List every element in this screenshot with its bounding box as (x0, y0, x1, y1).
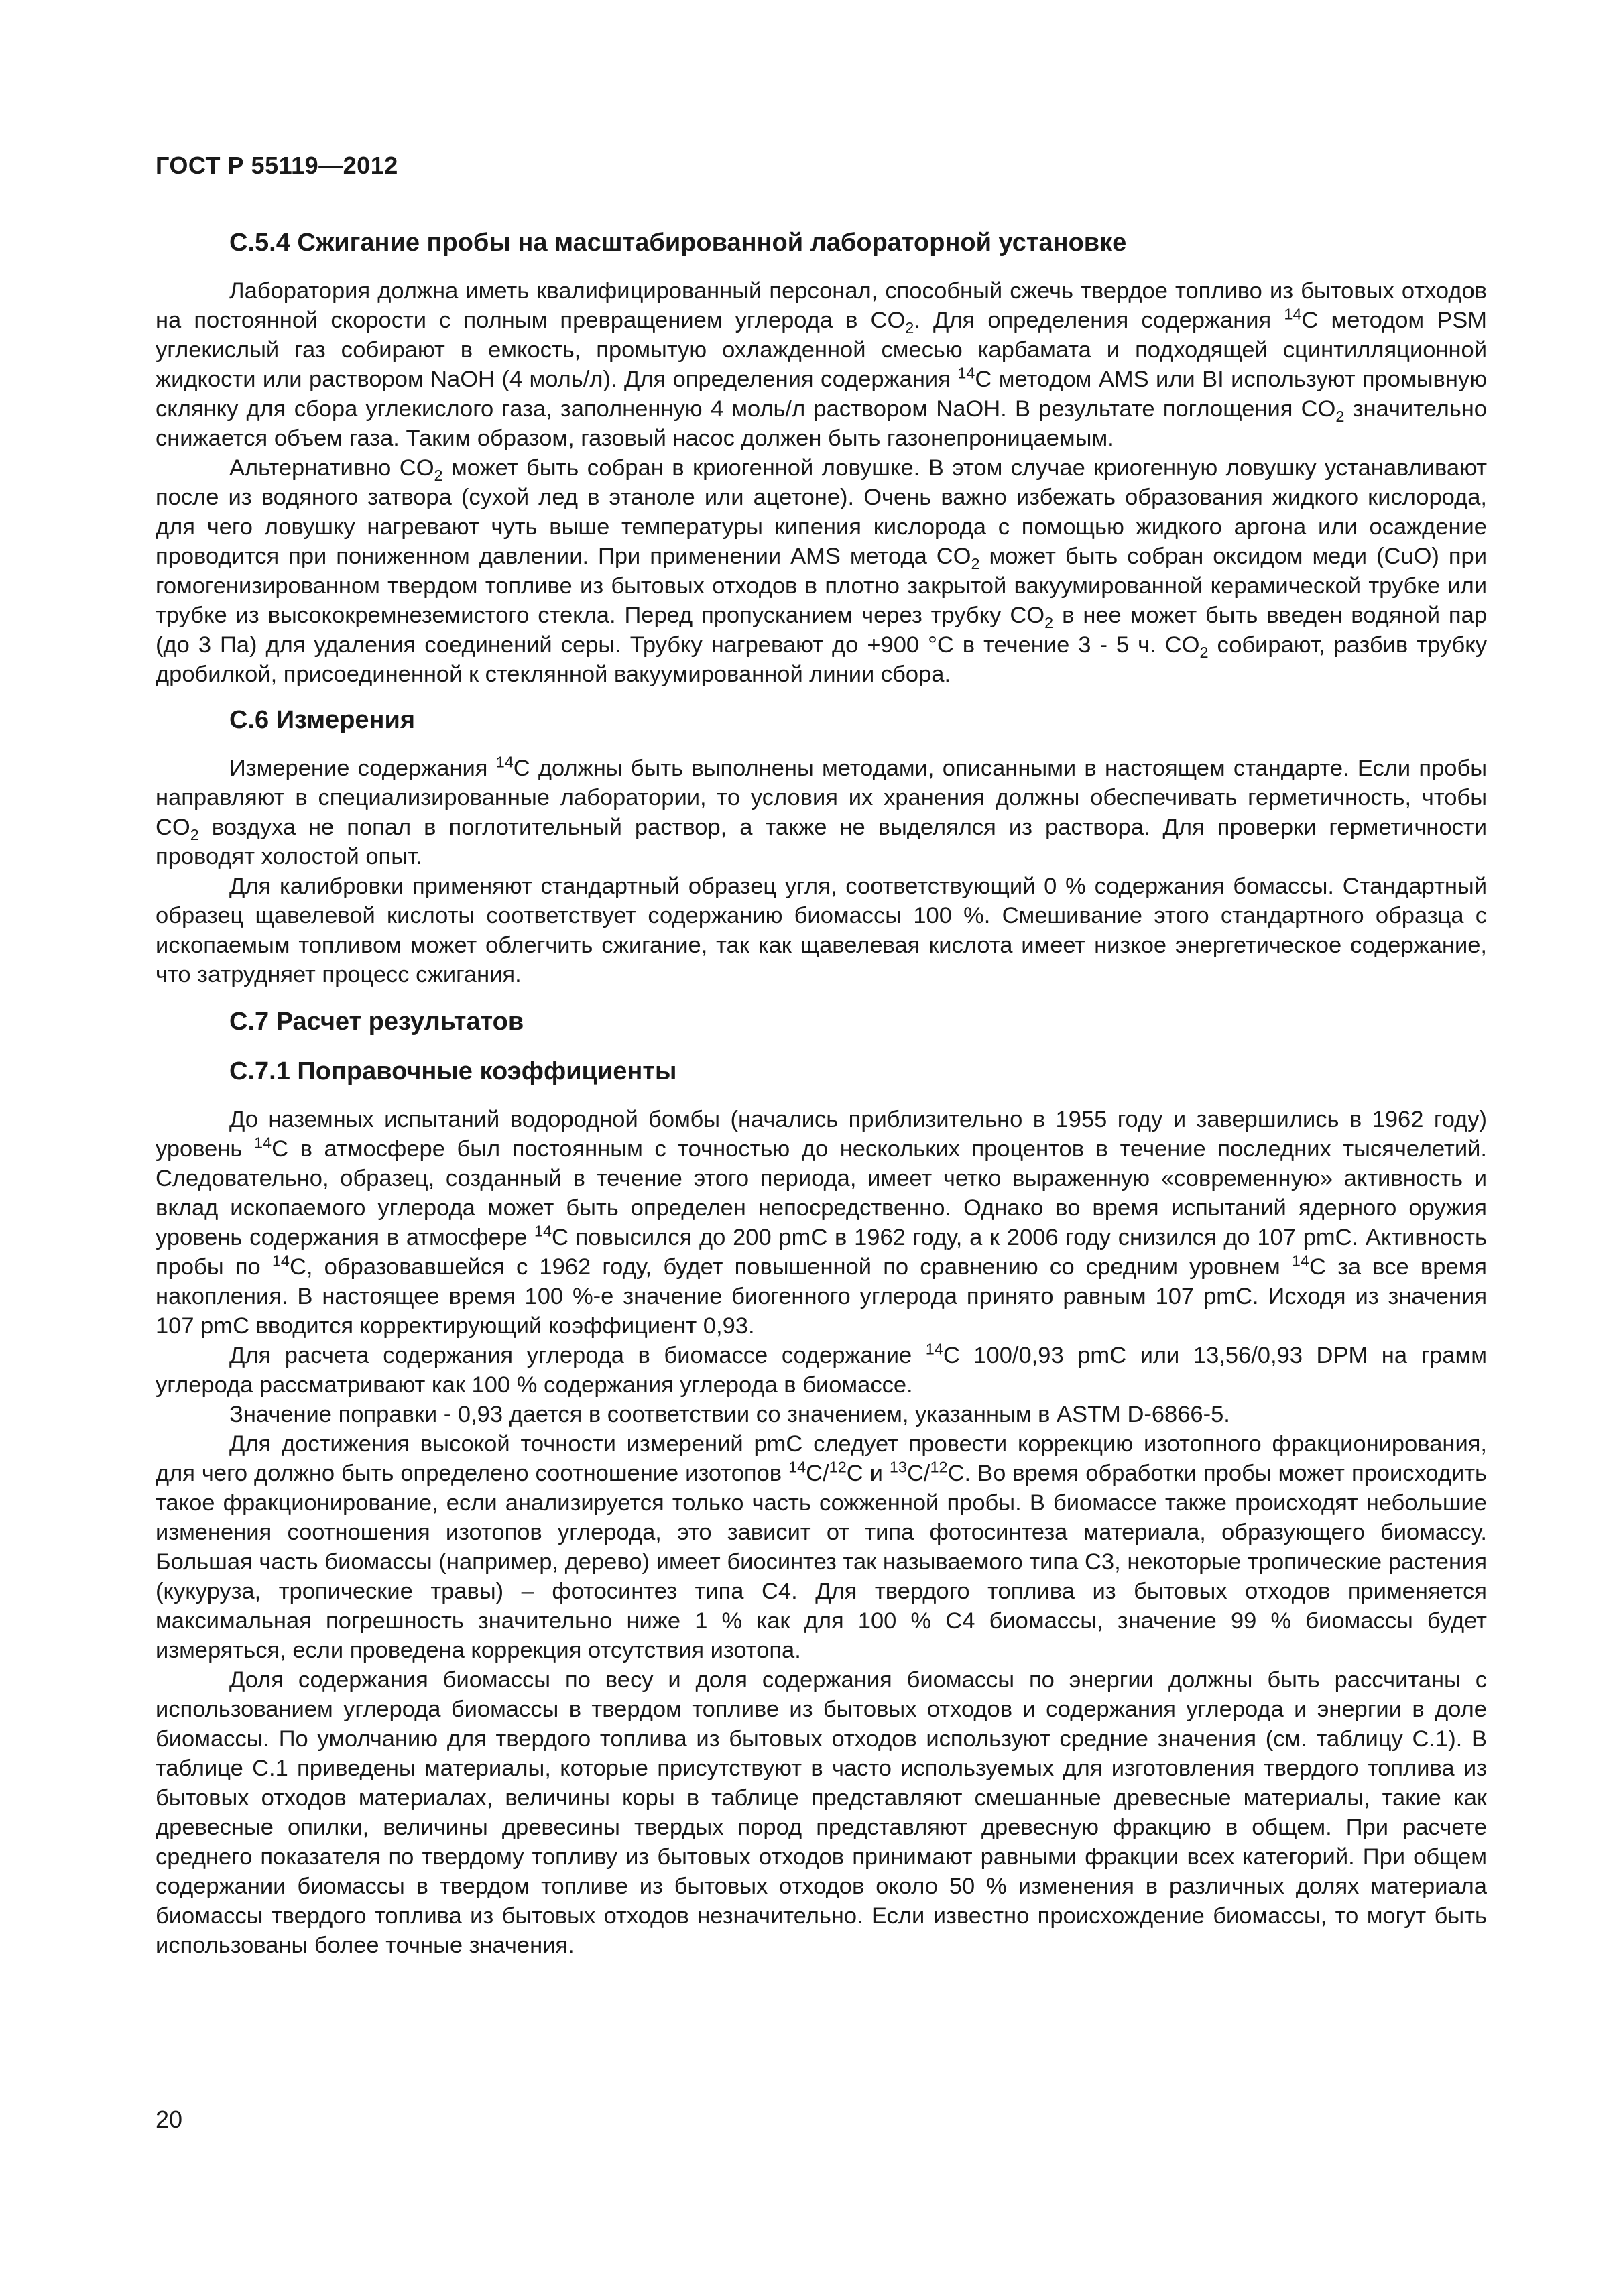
section-heading-c7: С.7 Расчет результатов (229, 1008, 524, 1036)
paragraph-c54-1: Лаборатория должна иметь квалифицированный персонал, способный сжечь твердое топливо из бытовых отходов на постоянной скорости с полным превращением углерода в $CO_2$. Для определения содержания $^{14}$C методом PSM углекислый газ собирают в емкость, промытую охлажденной смесью карбамата и подходящей сцинтилляционной жидкости или раствором NaOH (4 моль/л). Для определения содержания $^{14}$С методом AMS или BI используют промывную склянку для сбора углекислого газа, заполненную 4 моль/л раствором NaOH. В результате поглощения $CO_2$ значительно снижается объем газа. Таким образом, газовый насос должен быть газонепроницаемым. (156, 278, 1488, 451)
paragraph-c54-2: Альтернативно $CO_2$ может быть собран в криогенной ловушке. В этом случае криогенную ловушку устанавливают после из водяного затвора (сухой лед в этаноле или ацетоне). Очень важно избежать образования жидкого кислорода, для чего ловушку нагревают чуть выше температуры кипения кислорода с помощью жидкого аргона или осаждение проводится при пониженном давлении. При применении AMS метода $CO_2$ может быть собран оксидом меди (CuO) при гомогенизированном твердом топливе из бытовых отходов в плотно закрытой вакуумированной керамической трубке или трубке из высококремнеземистого стекла. Перед пропусканием через трубку $CO_2$ в нее может быть введен водяной пар (до 3 Па) для удаления соединений серы. Трубку нагревают до +900 °С в течение 3 - 5 ч. $CO_2$ собирают, разбив трубку дробилкой, присоединенной к стеклянной вакуумированной линии сбора. (156, 455, 1488, 687)
paragraph-c71-4: Для достижения высокой точности измерений pmC следует провести коррекцию изотопного фракционирования, для чего должно быть определено соотношение изотопов $^{14}$С/$^{12}$С и $^{13}$С/$^{12}$С. Во время обработки пробы может происходить такое фракционирование, если анализируется только часть сожженной пробы. В биомассе также происходят небольшие изменения соотношения изотопов углерода, это зависит от типа фотосинтеза материала, образующего биомассу. Большая часть биомассы (например, дерево) имеет биосинтез так называемого типа С3, некоторые тропические растения (кукуруза, тропические травы) – фотосинтез типа С4. Для твердого топлива из бытовых отходов применяется максимальная погрешность значительно ниже 1 % как для 100 % С4 биомассы, значение 99 % биомассы будет измеряться, если проведена коррекция отсутствия изотопа. (156, 1431, 1488, 1663)
document-header: ГОСТ Р 55119—2012 (156, 152, 398, 179)
paragraph-c71-1: До наземных испытаний водородной бомбы (начались приблизительно в 1955 году и завершились в 1962 году) уровень $^{14}$С в атмосфере был постоянным с точностью до нескольких процентов в течение последних тысячелетий. Следовательно, образец, созданный в течение этого периода, имеет четко выраженную «современную» активность и вклад ископаемого углерода может быть определен непосредственно. Однако во время испытаний ядерного оружия уровень содержания в атмосфере $^{14}$С повысился до 200 pmC в 1962 году, а к 2006 году снизился до 107 pmC. Активность пробы по $^{14}$С, образовавшейся с 1962 году, будет повышенной по сравнению со средним уровнем $^{14}$С за все время накопления. В настоящее время 100 %-е значение биогенного углерода принято равным 107 pmC. Исходя из значения 107 pmC вводится корректирующий коэффициент 0,93. (156, 1107, 1487, 1339)
section-heading-c71: С.7.1 Поправочные коэффициенты (229, 1057, 677, 1085)
paragraph-c71-3: Значение поправки - 0,93 дается в соответствии со значением, указанным в ASTM D-6866-5. (229, 1402, 1230, 1427)
page-number: 20 (156, 2106, 183, 2133)
paragraph-c71-5: Доля содержания биомассы по весу и доля содержания биомассы по энергии должны быть рассчитаны с использованием углерода биомассы в твердом топливе из бытовых отходов и содержания углерода и энергии в доле биомассы. По умолчанию для твердого топлива из бытовых отходов используют средние значения (см. таблицу С.1). В таблице С.1 приведены материалы, которые присутствуют в часто используемых для изготовления твердого топлива из бытовых отходов материалах, величины коры в таблице представляют смешанные древесные материалы, такие как древесные опилки, величины древесины твердых пород представляют древесную фракцию в общем. При расчете среднего показателя по твердому топливу из бытовых отходов принимают равными фракции всех категорий. При общем содержании биомассы в твердом топливе из бытовых отходов около 50 % изменения в различных долях материала биомассы твердого топлива из бытовых отходов незначительно. Если известно происхождение биомассы, то могут быть использованы более точные значения. (156, 1667, 1487, 1958)
paragraph-c6-1: Измерение содержания $^{14}$С должны быть выполнены методами, описанными в настоящем стандарте. Если пробы направляют в специализированные лаборатории, то условия их хранения должны обеспечивать герметичность, чтобы $CO_2$ воздуха не попал в поглотительный раствор, а также не выделялся из раствора. Для проверки герметичности проводят холостой опыт. (156, 753, 1488, 869)
section-heading-c54: С.5.4 Сжигание пробы на масштабированной лабораторной установке (229, 229, 1127, 257)
page-content (156, 227, 1487, 1960)
paragraph-c71-2: Для расчета содержания углерода в биомассе содержание $^{14}$С 100/0,93 pmC или 13,56/0,93 DPM на грамм углерода рассматривают как 100 % содержания углерода в биомассе. (156, 1340, 1487, 1398)
section-heading-c6: С.6 Измерения (229, 706, 416, 734)
paragraph-c6-2: Для калибровки применяют стандартный образец угля, соответствующий 0 % содержания бомассы. Стандартный образец щавелевой кислоты соответствует содержанию биомассы 100 %. Смешивание этого стандартного образца с ископаемым топливом может облегчить сжигание, так как щавелевая кислота имеет низкое энергетическое содержание, что затрудняет процесс сжигания. (156, 873, 1487, 987)
